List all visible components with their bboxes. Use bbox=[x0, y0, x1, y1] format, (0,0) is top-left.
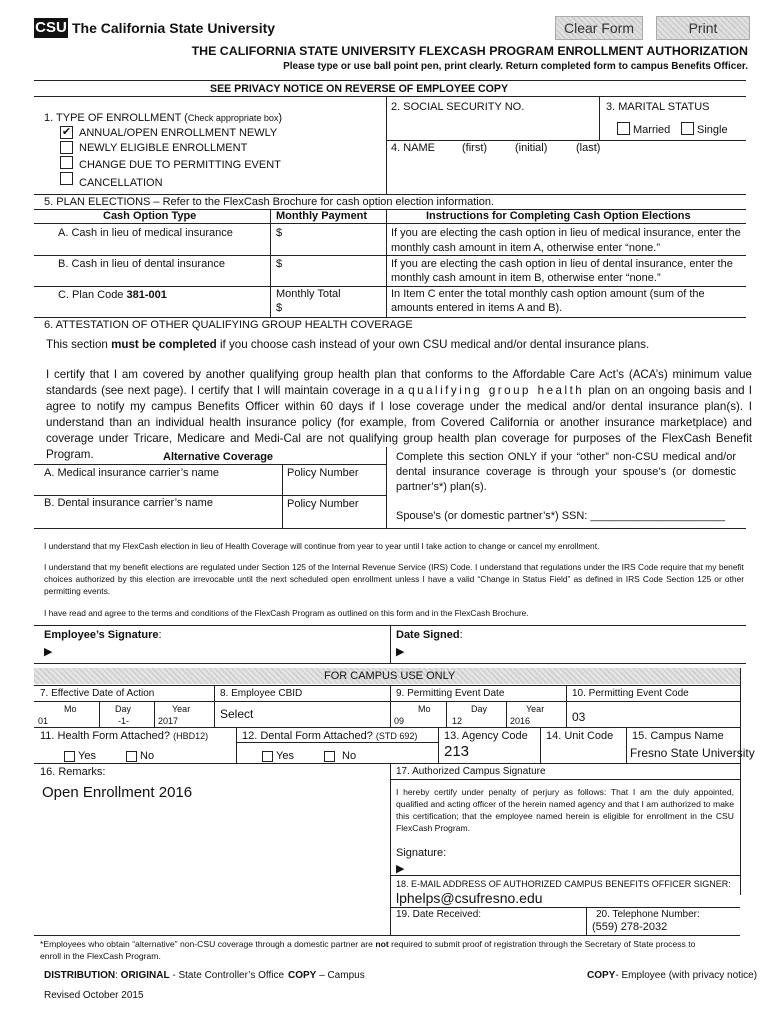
rule bbox=[34, 96, 746, 97]
health-no-checkbox[interactable] bbox=[126, 751, 137, 762]
rule bbox=[154, 702, 155, 727]
cancellation-label: CANCELLATION bbox=[79, 177, 163, 189]
rule bbox=[34, 663, 746, 664]
permitting-event-checkbox[interactable] bbox=[60, 156, 73, 169]
health-yes-checkbox[interactable] bbox=[64, 751, 75, 762]
rule bbox=[34, 685, 740, 686]
campus-copy-label: COPY – Campus bbox=[288, 970, 365, 981]
arrow-icon: ▶ bbox=[396, 646, 405, 658]
permitting-code-label: 10. Permitting Event Code bbox=[572, 688, 689, 699]
rule bbox=[386, 209, 387, 317]
employee-signature-label: Employee’s Signature: bbox=[44, 629, 162, 641]
rule bbox=[540, 727, 541, 763]
revision-date: Revised October 2015 bbox=[44, 990, 144, 1001]
rule bbox=[99, 702, 100, 727]
authorized-signature-label: 17. Authorized Campus Signature bbox=[396, 766, 546, 777]
monthly-total-label: Monthly Total bbox=[276, 288, 341, 300]
married-checkbox[interactable] bbox=[617, 122, 630, 135]
dental-no-checkbox[interactable] bbox=[324, 751, 335, 762]
rule bbox=[34, 223, 746, 224]
annual-enrollment-label: ANNUAL/OPEN ENROLLMENT NEWLY bbox=[79, 127, 278, 139]
f9-day-input[interactable]: 12 bbox=[452, 716, 463, 726]
rule bbox=[586, 907, 587, 935]
plan-code-instruction: amounts entered in items A and B). bbox=[391, 302, 563, 314]
plan-code-instruction: In Item C enter the total monthly cash option amount (sum of the bbox=[391, 288, 705, 300]
f9-mo-input[interactable]: 09 bbox=[394, 716, 405, 726]
print-button[interactable]: Print bbox=[656, 16, 750, 40]
rule bbox=[390, 779, 740, 780]
rule bbox=[599, 96, 600, 140]
effective-date-label: 7. Effective Date of Action bbox=[40, 688, 155, 699]
single-checkbox[interactable] bbox=[681, 122, 694, 135]
rule bbox=[34, 286, 746, 287]
continuation-statement: I understand that my FlexCash election in lieu of Health Coverage will continue from year to year until I take action to change or cancel my enrollment. bbox=[44, 541, 600, 551]
clear-form-button[interactable]: Clear Form bbox=[555, 16, 643, 40]
campus-name-label: 15. Campus Name bbox=[632, 730, 724, 742]
spouse-coverage-note: Complete this section ONLY if your “other” non-CSU medical and/or dental insurance coverage is through your spouse’s (or domestic partner’s*) plan(s). bbox=[396, 451, 736, 493]
form-title: THE CALIFORNIA STATE UNIVERSITY FLEXCASH PROGRAM ENROLLMENT AUTHORIZATION bbox=[191, 44, 748, 58]
university-name: The California State University bbox=[72, 20, 276, 36]
csu-logo: CSU bbox=[35, 19, 67, 36]
newly-eligible-label: NEWLY ELIGIBLE ENROLLMENT bbox=[79, 142, 248, 154]
rule bbox=[34, 317, 746, 318]
monthly-total-input[interactable] bbox=[286, 301, 382, 315]
rule bbox=[446, 702, 447, 727]
rule bbox=[34, 194, 746, 195]
unit-code-label: 14. Unit Code bbox=[546, 730, 614, 742]
arrow-icon: ▶ bbox=[396, 863, 405, 875]
rule bbox=[390, 875, 740, 876]
name-input[interactable] bbox=[391, 156, 741, 190]
attestation-heading: 6. ATTESTATION OF OTHER QUALIFYING GROUP HEALTH COVERAGE bbox=[44, 319, 413, 331]
rule bbox=[34, 727, 740, 728]
campus-use-heading: FOR CAMPUS USE ONLY bbox=[324, 670, 456, 682]
f9-year-input[interactable]: 2016 bbox=[510, 716, 531, 726]
name-initial-label: (initial) bbox=[515, 142, 548, 154]
name-last-label: (last) bbox=[576, 142, 601, 154]
permitting-date-label: 9. Permitting Event Date bbox=[396, 688, 505, 699]
plan-code-label: C. Plan Code 381-001 bbox=[58, 289, 167, 301]
rule bbox=[34, 935, 740, 936]
health-yes-label: Yes bbox=[78, 750, 96, 762]
instructions-header: Instructions for Completing Cash Option Elections bbox=[426, 210, 691, 222]
ssn-input[interactable] bbox=[391, 114, 595, 138]
annual-enrollment-checkbox[interactable]: ✔ bbox=[61, 126, 72, 138]
cash-dental-dollar: $ bbox=[276, 258, 283, 270]
rule bbox=[282, 464, 283, 528]
rule bbox=[34, 701, 740, 702]
agreement-statement: I have read and agree to the terms and conditions of the FlexCash Program as outlined on this form and in the FlexCash Brochure. bbox=[44, 608, 529, 618]
campus-signature-input[interactable] bbox=[410, 860, 736, 874]
dental-yes-label: Yes bbox=[276, 750, 294, 762]
email-input[interactable]: lphelps@csufresno.edu bbox=[396, 890, 543, 906]
name-first-label: (first) bbox=[462, 142, 488, 154]
enrollment-type-heading: 1. TYPE OF ENROLLMENT (Check appropriate box) bbox=[44, 112, 283, 124]
alternative-coverage-heading: Alternative Coverage bbox=[163, 451, 274, 463]
signature-label: Signature: bbox=[396, 847, 447, 859]
f9-mo-label: Mo bbox=[418, 704, 431, 714]
rule bbox=[214, 685, 215, 727]
agency-code-input[interactable]: 213 bbox=[444, 743, 470, 760]
rule bbox=[34, 495, 386, 496]
attestation-paragraph: I certify that I am covered by another qualifying group health plan that conforms to the Affordable Care Act’s (ACA’s) minimum value standards (see next page). I certify that I will maintain coverage in a qualifying group health plan on an ongoing basis and I agree to notify my campus Benefits Officer within 60 days if I lose coverage under the medical and/or dental insurance plan(s). I understand than an individual health insurance policy (for example, from Covered California or another insurance marketplace) and coverage under Tricare, Medicare and Medi-Cal are not qualifying group health plan coverage for purposes of the FlexCash Benefit Program. bbox=[46, 368, 753, 461]
medical-carrier-label: A. Medical insurance carrier’s name bbox=[44, 467, 220, 479]
f9-year-label: Year bbox=[526, 704, 545, 714]
health-no-label: No bbox=[140, 750, 155, 762]
rule bbox=[386, 140, 746, 141]
rule bbox=[390, 685, 391, 727]
rule bbox=[34, 80, 746, 81]
ssn-label: 2. SOCIAL SECURITY NO. bbox=[391, 101, 525, 113]
employee-cbid-select[interactable]: Select bbox=[220, 707, 254, 721]
dental-policy-label: Policy Number bbox=[287, 498, 359, 510]
dental-no-label: No bbox=[342, 750, 357, 762]
rule bbox=[34, 255, 746, 256]
rule bbox=[390, 763, 391, 935]
spouse-ssn-label: Spouse’s (or domestic partner’s*) SSN: ______________________ bbox=[396, 510, 726, 522]
cash-medical-dollar: $ bbox=[276, 227, 283, 239]
cash-medical-label: A. Cash in lieu of medical insurance bbox=[58, 227, 233, 239]
dental-form-label: 12. Dental Form Attached? (STD 692) bbox=[242, 730, 418, 742]
date-received-label: 19. Date Received: bbox=[396, 909, 482, 920]
email-label: 18. E-MAIL ADDRESS OF AUTHORIZED CAMPUS BENEFITS OFFICER SIGNER: bbox=[396, 879, 731, 889]
f7-mo-input[interactable]: 01 bbox=[38, 716, 49, 726]
plan-elections-heading: 5. PLAN ELECTIONS – Refer to the FlexCash Brochure for cash option election information. bbox=[44, 196, 494, 208]
rule bbox=[236, 727, 237, 763]
remarks-input[interactable]: Open Enrollment 2016 bbox=[42, 784, 193, 801]
rule bbox=[236, 742, 438, 743]
marital-status-label: 3. MARITAL STATUS bbox=[606, 101, 710, 113]
rule bbox=[390, 907, 740, 908]
f7-year-label: Year bbox=[172, 704, 191, 714]
rule bbox=[566, 685, 567, 727]
rule bbox=[34, 528, 746, 529]
newly-eligible-checkbox[interactable] bbox=[60, 141, 73, 154]
employee-cbid-label: 8. Employee CBID bbox=[220, 688, 303, 699]
form-subtitle: Please type or use ball point pen, print clearly. Return completed form to campus Benefits Officer. bbox=[283, 61, 748, 72]
married-label: Married bbox=[633, 124, 671, 136]
telephone-input[interactable]: (559) 278-2032 bbox=[592, 921, 668, 933]
rule bbox=[506, 702, 507, 727]
health-form-label: 11. Health Form Attached? (HBD12) bbox=[40, 730, 209, 742]
f7-mo-label: Mo bbox=[64, 704, 77, 714]
single-label: Single bbox=[697, 124, 728, 136]
arrow-icon: ▶ bbox=[44, 646, 53, 658]
employee-signature-input[interactable] bbox=[58, 642, 386, 660]
rule bbox=[390, 625, 391, 663]
cash-dental-label: B. Cash in lieu of dental insurance bbox=[58, 258, 225, 270]
rule bbox=[34, 464, 386, 465]
rule bbox=[438, 727, 439, 763]
cash-option-type-header: Cash Option Type bbox=[103, 210, 197, 222]
rule bbox=[34, 763, 740, 764]
distribution-line: DISTRIBUTION: ORIGINAL - State Controller’s Office bbox=[44, 970, 285, 981]
dental-carrier-label: B. Dental insurance carrier’s name bbox=[44, 497, 213, 509]
name-label: 4. NAME bbox=[391, 142, 436, 154]
f7-day-input[interactable]: -1- bbox=[118, 716, 129, 726]
cash-medical-instruction: monthly cash amount in item A, otherwise enter “none.” bbox=[391, 242, 661, 254]
must-complete-note: This section must be completed if you choose cash instead of your own CSU medical and/or dental insurance plans. bbox=[46, 338, 650, 351]
domestic-partner-note: *Employees who obtain “alternative” non-CSU coverage through a domestic partner are not required to submit proof of registration through the Secretary of State process to enroll in the FlexCash Program. bbox=[40, 939, 696, 961]
date-signed-label: Date Signed: bbox=[396, 629, 463, 641]
rule bbox=[626, 727, 627, 763]
rule bbox=[270, 209, 271, 317]
permitting-code-input[interactable]: 03 bbox=[572, 710, 586, 724]
date-signed-input[interactable] bbox=[410, 642, 740, 660]
monthly-total-dollar: $ bbox=[276, 302, 283, 314]
agency-code-label: 13. Agency Code bbox=[444, 730, 528, 742]
employee-copy-label: COPY- Employee (with privacy notice) bbox=[587, 970, 758, 981]
f9-day-label: Day bbox=[471, 704, 488, 714]
dental-yes-checkbox[interactable] bbox=[262, 751, 273, 762]
cash-medical-instruction: If you are electing the cash option in lieu of medical insurance, enter the bbox=[391, 227, 741, 239]
cash-dental-input[interactable] bbox=[286, 257, 382, 279]
cancellation-checkbox[interactable] bbox=[60, 172, 73, 185]
cash-dental-instruction: monthly cash amount in item B, otherwise enter “none.” bbox=[391, 272, 661, 284]
certification-text: I hereby certify under penalty of perjury as follows: That I am the duly appointed, qualified and acting officer of the herein named agency and that I am authorized to make this certification; that the employee named herein is eligible for enrollment in the CSU FlexCash Program. bbox=[396, 787, 734, 833]
telephone-label: 20. Telephone Number: bbox=[596, 909, 700, 920]
campus-name-input[interactable]: Fresno State University bbox=[630, 746, 755, 760]
monthly-payment-header: Monthly Payment bbox=[276, 210, 368, 222]
permitting-event-label: CHANGE DUE TO PERMITTING EVENT bbox=[79, 159, 281, 171]
cash-dental-instruction: If you are electing the cash option in lieu of dental insurance, enter the bbox=[391, 258, 733, 270]
remarks-label: 16. Remarks: bbox=[40, 766, 106, 778]
f7-year-input[interactable]: 2017 bbox=[158, 716, 179, 726]
rule bbox=[386, 447, 387, 528]
medical-policy-label: Policy Number bbox=[287, 467, 359, 479]
irs-statement: I understand that my benefit elections are regulated under Section 125 of the Internal Revenue Service (IRS) Code. I understand that regulations under the IRS Code require that my benefit choices authorized by this election are irrevocable until the next scheduled open enrollment unless I have a valid “Change in Status Field” as defined in IRS Code Section 125 or other permitting events. bbox=[44, 562, 744, 596]
rule bbox=[386, 96, 387, 194]
f7-day-label: Day bbox=[115, 704, 132, 714]
rule bbox=[740, 668, 741, 895]
privacy-notice: SEE PRIVACY NOTICE ON REVERSE OF EMPLOYEE COPY bbox=[210, 83, 509, 95]
cash-medical-input[interactable] bbox=[286, 226, 382, 248]
